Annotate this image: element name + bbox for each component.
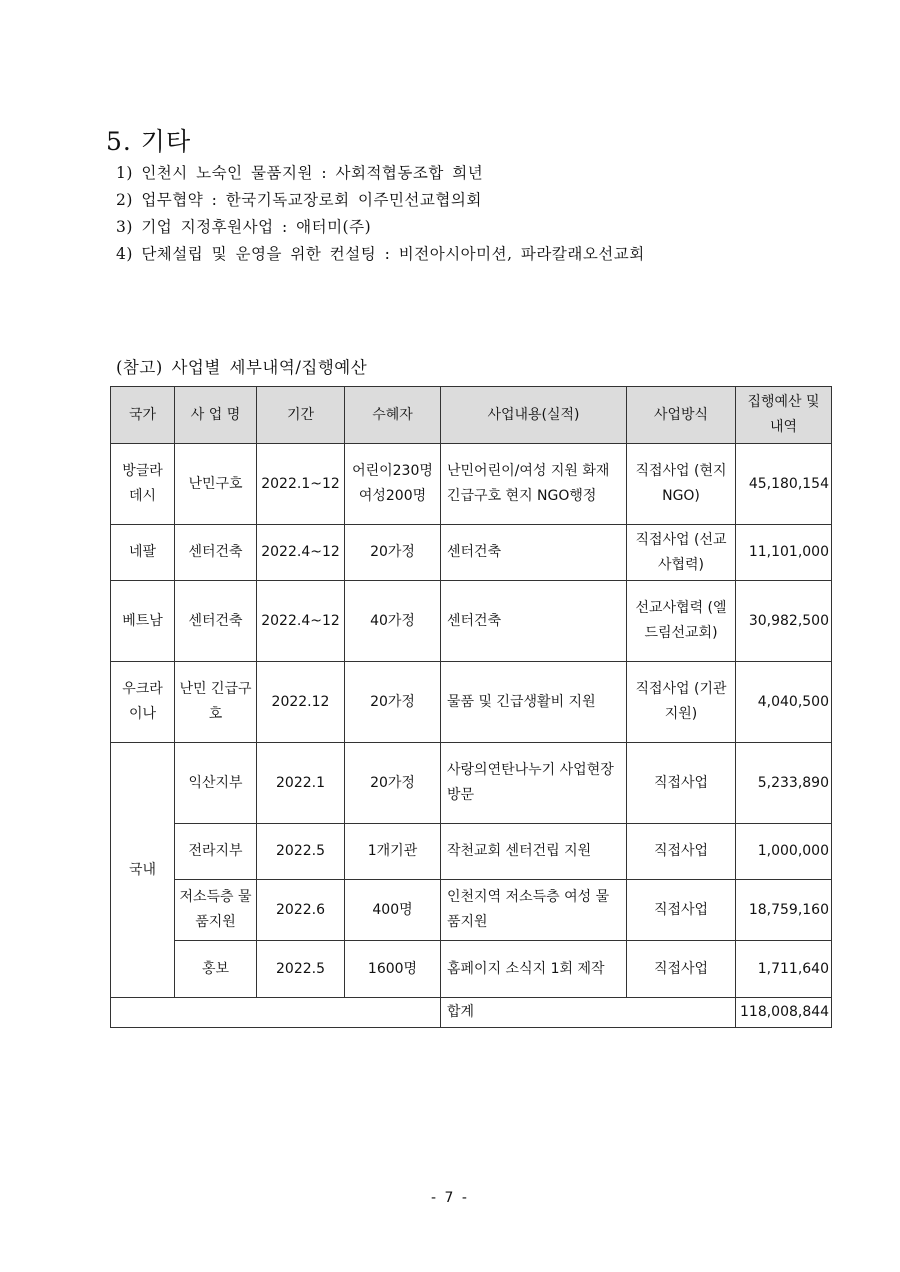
cell-project: 홍보 [175,941,257,998]
table-row [111,941,832,998]
cell-method: 직접사업 [627,941,736,998]
cell-content: 홈페이지 소식지 1회 제작 [441,941,627,998]
total-amount: 118,008,844 [736,998,832,1028]
misc-item: 1) 인천시 노숙인 물품지원 : 사회적협동조합 희년 [116,164,484,182]
cell-project: 익산지부 [175,743,257,824]
cell-budget: 1,000,000 [736,824,832,880]
cell-period: 2022.5 [257,824,345,880]
table-row [111,444,832,525]
cell-project: 센터건축 [175,581,257,662]
cell-content: 사랑의연탄나누기 사업현장방문 [441,743,627,824]
cell-budget: 30,982,500 [736,581,832,662]
cell-budget: 5,233,890 [736,743,832,824]
header-period: 기간 [257,387,345,444]
cell-period: 2022.1~12 [257,444,345,525]
cell-beneficiary: 40가정 [345,581,441,662]
cell-period: 2022.4~12 [257,581,345,662]
header-budget: 집행예산 및 내역 [736,387,832,444]
cell-budget: 11,101,000 [736,525,832,581]
cell-budget: 1,711,640 [736,941,832,998]
cell-content: 센터건축 [441,581,627,662]
cell-period: 2022.4~12 [257,525,345,581]
cell-country: 베트남 [111,581,175,662]
cell-period: 2022.1 [257,743,345,824]
cell-method: 선교사협력 (엘드림선교회) [627,581,736,662]
total-row [111,998,832,1028]
table-row [111,824,832,880]
cell-period: 2022.12 [257,662,345,743]
misc-item-list [116,160,645,268]
cell-content: 인천지역 저소득층 여성 물품지원 [441,880,627,941]
total-label: 합계 [441,998,736,1028]
cell-beneficiary: 어린이230명 여성200명 [345,444,441,525]
table-caption: (참고) 사업별 세부내역/집행예산 [116,358,368,377]
misc-item: 4) 단체설립 및 운영을 위한 컨설팅 : 비전아시아미션, 파라칼래오선교회 [116,245,645,263]
header-beneficiary: 수혜자 [345,387,441,444]
header-method: 사업방식 [627,387,736,444]
cell-beneficiary: 20가정 [345,662,441,743]
cell-project: 센터건축 [175,525,257,581]
cell-content: 센터건축 [441,525,627,581]
table-row [111,743,832,824]
header-country: 국가 [111,387,175,444]
cell-method: 직접사업 [627,880,736,941]
cell-beneficiary: 400명 [345,880,441,941]
cell-beneficiary: 1600명 [345,941,441,998]
cell-content: 작천교회 센터건립 지원 [441,824,627,880]
cell-method: 직접사업 [627,824,736,880]
cell-country: 방글라 데시 [111,444,175,525]
cell-content: 난민어린이/여성 지원 화재 긴급구호 현지 NGO행정 [441,444,627,525]
table-row [111,581,832,662]
cell-beneficiary: 20가정 [345,525,441,581]
cell-content: 물품 및 긴급생활비 지원 [441,662,627,743]
cell-project: 난민구호 [175,444,257,525]
misc-item: 3) 기업 지정후원사업 : 애터미(주) [116,218,372,236]
table-header-row [111,387,832,444]
cell-country: 우크라 이나 [111,662,175,743]
cell-method: 직접사업 (현지NGO) [627,444,736,525]
cell-budget: 4,040,500 [736,662,832,743]
cell-beneficiary: 1개기관 [345,824,441,880]
table-row [111,880,832,941]
cell-budget: 18,759,160 [736,880,832,941]
cell-method: 직접사업 (기관지원) [627,662,736,743]
cell-period: 2022.6 [257,880,345,941]
misc-item: 2) 업무협약 : 한국기독교장로회 이주민선교협의회 [116,191,482,209]
total-blank-cell [111,998,441,1028]
table-row [111,525,832,581]
cell-method: 직접사업 [627,743,736,824]
table-row [111,662,832,743]
header-project: 사 업 명 [175,387,257,444]
header-content: 사업내용(실적) [441,387,627,444]
page-number: - 7 - [431,1190,469,1206]
budget-table [110,386,832,1028]
cell-project: 전라지부 [175,824,257,880]
cell-period: 2022.5 [257,941,345,998]
section-title: 5. 기타 [106,127,192,156]
cell-country: 국내 [111,743,175,998]
cell-country: 네팔 [111,525,175,581]
cell-project: 난민 긴급구호 [175,662,257,743]
cell-project: 저소득층 물품지원 [175,880,257,941]
cell-method: 직접사업 (선교사협력) [627,525,736,581]
cell-beneficiary: 20가정 [345,743,441,824]
cell-budget: 45,180,154 [736,444,832,525]
